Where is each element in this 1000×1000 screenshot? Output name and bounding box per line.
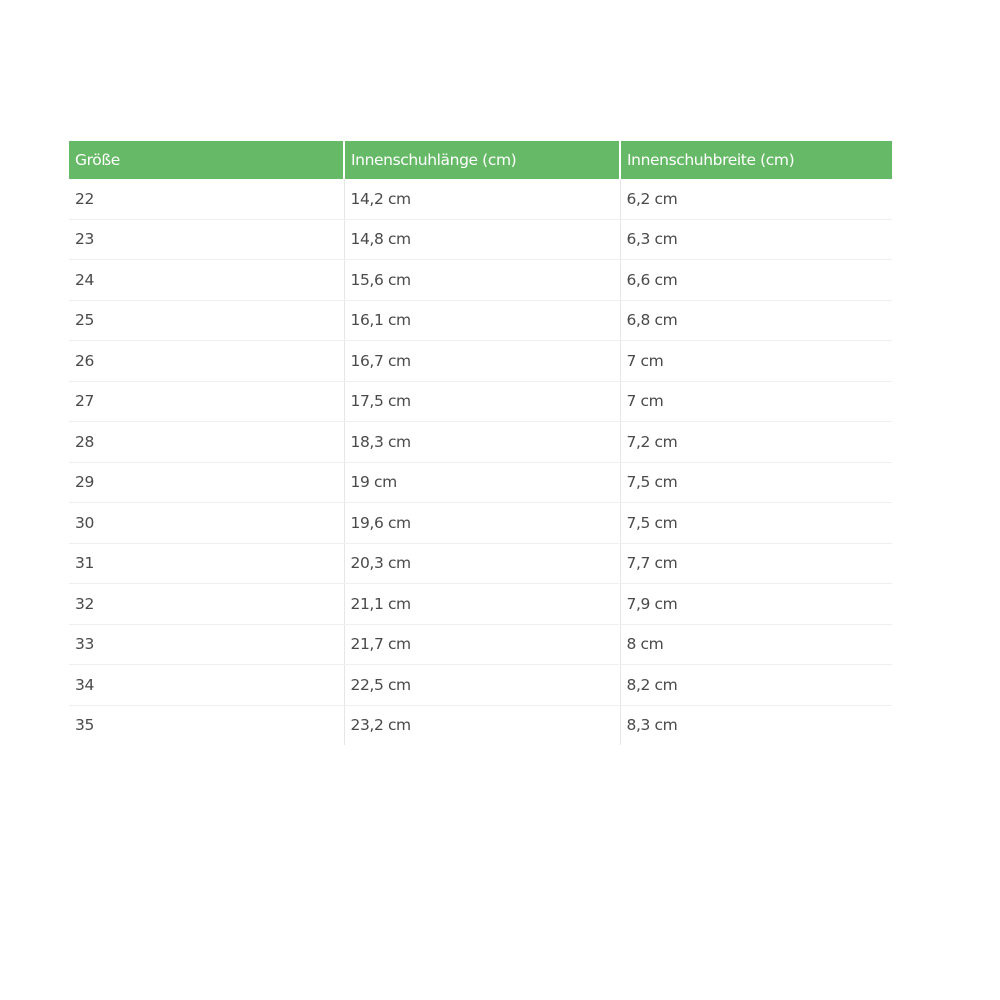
cell-width: 7,5 cm <box>620 503 892 544</box>
cell-width: 8 cm <box>620 624 892 665</box>
table-row <box>69 705 892 745</box>
header-insole-length: Innenschuhlänge (cm) <box>344 141 620 179</box>
table-row <box>69 543 892 584</box>
table-row <box>69 503 892 544</box>
table-row <box>69 462 892 503</box>
table-row <box>69 422 892 463</box>
table-header <box>69 141 892 179</box>
cell-size: 31 <box>69 543 344 584</box>
cell-length: 16,7 cm <box>344 341 620 382</box>
cell-length: 14,8 cm <box>344 219 620 260</box>
cell-length: 21,7 cm <box>344 624 620 665</box>
header-insole-width: Innenschuhbreite (cm) <box>620 141 892 179</box>
table-row <box>69 381 892 422</box>
cell-length: 15,6 cm <box>344 260 620 301</box>
cell-length: 19 cm <box>344 462 620 503</box>
header-size: Größe <box>69 141 344 179</box>
cell-length: 23,2 cm <box>344 705 620 745</box>
cell-size: 35 <box>69 705 344 745</box>
cell-size: 28 <box>69 422 344 463</box>
cell-width: 7,2 cm <box>620 422 892 463</box>
cell-size: 22 <box>69 179 344 219</box>
table-row <box>69 260 892 301</box>
cell-size: 26 <box>69 341 344 382</box>
cell-size: 34 <box>69 665 344 706</box>
cell-width: 6,2 cm <box>620 179 892 219</box>
cell-size: 30 <box>69 503 344 544</box>
table-row <box>69 665 892 706</box>
cell-size: 33 <box>69 624 344 665</box>
table-row <box>69 584 892 625</box>
cell-size: 27 <box>69 381 344 422</box>
table-row <box>69 179 892 219</box>
cell-size: 29 <box>69 462 344 503</box>
cell-size: 32 <box>69 584 344 625</box>
cell-width: 8,2 cm <box>620 665 892 706</box>
cell-width: 7 cm <box>620 341 892 382</box>
cell-length: 21,1 cm <box>344 584 620 625</box>
table-row <box>69 219 892 260</box>
cell-length: 18,3 cm <box>344 422 620 463</box>
cell-length: 20,3 cm <box>344 543 620 584</box>
cell-length: 17,5 cm <box>344 381 620 422</box>
cell-width: 7,7 cm <box>620 543 892 584</box>
table-row <box>69 624 892 665</box>
table-row <box>69 300 892 341</box>
cell-width: 7,9 cm <box>620 584 892 625</box>
cell-width: 8,3 cm <box>626 716 678 735</box>
cell-width: 6,6 cm <box>620 260 892 301</box>
cell-width: 7 cm <box>620 381 892 422</box>
cell-length: 19,6 cm <box>344 503 620 544</box>
cell-width: 7,5 cm <box>620 462 892 503</box>
table-body <box>69 179 892 745</box>
cell-size: 25 <box>69 300 344 341</box>
cell-width: 6,3 cm <box>620 219 892 260</box>
cell-length: 22,5 cm <box>344 665 620 706</box>
cell-length: 16,1 cm <box>344 300 620 341</box>
table-row <box>69 341 892 382</box>
cell-size: 24 <box>69 260 344 301</box>
size-chart-table <box>69 141 892 745</box>
cell-size: 23 <box>69 219 344 260</box>
cell-width: 6,8 cm <box>620 300 892 341</box>
cell-length: 14,2 cm <box>344 179 620 219</box>
header-row <box>69 141 892 179</box>
